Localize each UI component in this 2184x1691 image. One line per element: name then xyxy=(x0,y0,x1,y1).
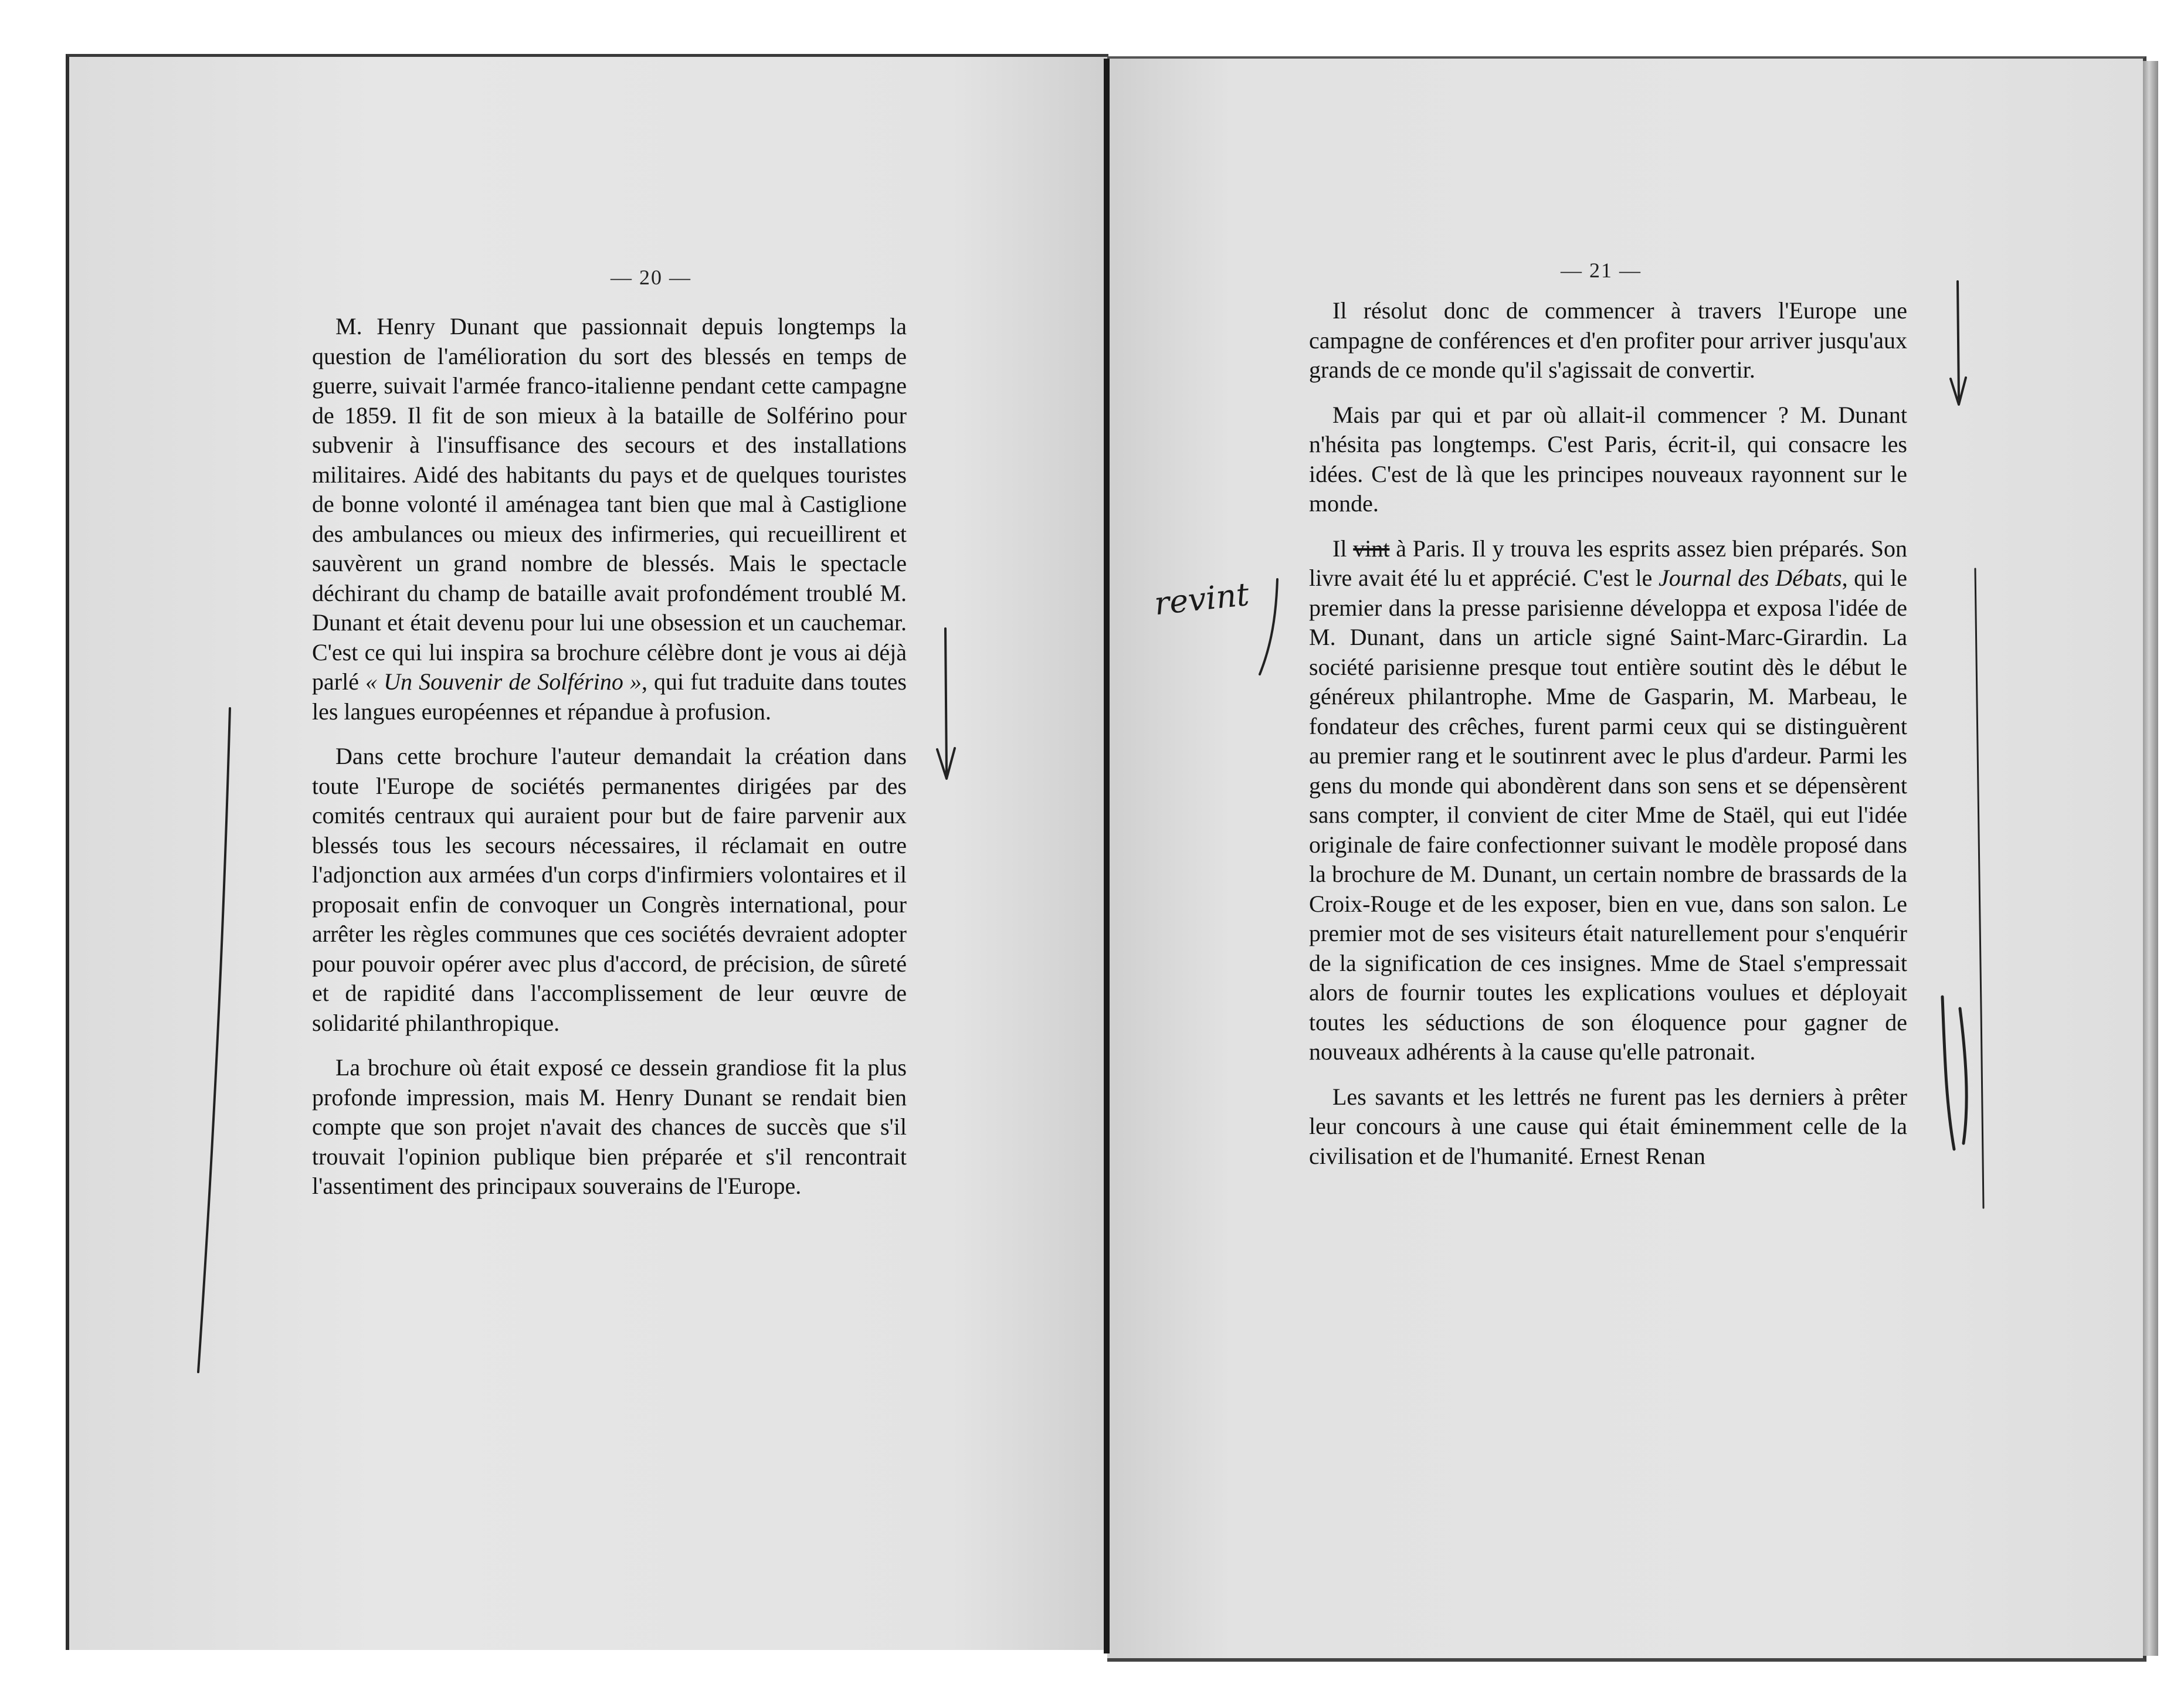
paragraph-text: à Paris. Il y trouva les esprits assez bien préparés. Son livre avait été lu et apprécié. C'est le xyxy=(1309,535,1908,591)
paragraph-text: , qui fut traduite dans toutes les langues européennes et répandue à profusion. xyxy=(312,668,907,725)
right-page-body xyxy=(1309,296,1907,1186)
struck-word: vint xyxy=(1353,535,1390,562)
paragraph: La brochure où était exposé ce dessein grandiose fit la plus profonde impression, mais M. Henry Dunant se rendait bien compte que son projet n'avait des chances de succès que s'il trouvait l'opinion publique bien préparée et s'il rencontrait l'assentiment des principaux souverains de l'Europe. xyxy=(312,1054,907,1199)
paragraph: Dans cette brochure l'auteur demandait la création dans toute l'Europe de sociétés permanentes dirigées par des comités centraux qui auraient pour but de faire parvenir aux blessés tous les secours nécessaires, il réclamait en outre l'adjonction aux armées d'un corps d'infirmiers volontaires et il proposait enfin de convoquer un Congrès international, pour arrêter les règles communes que ces sociétés devraient adopter pour pouvoir opérer avec plus d'accord, de précision, de sûreté et de rapidité dans l'accomplissement de leur œuvre de solidarité philanthropique. xyxy=(312,743,907,1036)
journal-title: Journal des Débats xyxy=(1659,565,1842,591)
handwritten-margin-note: revint xyxy=(1152,575,1251,623)
paragraph-text: M. Henry Dunant que passionnait depuis longtemps la question de l'amélioration du sort des blessés en temps de guerre, suivait l'armée franco-italienne pendant cette campagne de 1859. Il fit de son mieux à la bataille de Solférino pour subvenir à l'insuffisance des secours et des installations militaires. Aidé des habitants du pays et de quelques touristes de bonne volonté il aménagea tant bien que mal à Castiglione des ambulances ou mieux des infirmeries, qui recueillirent et sauvèrent un grand nombre de blessés. Mais le spectacle déchirant du champ de bataille avait profondément troublé M. Dunant et était devenu pour lui une obsession et un cauchemar. C'est ce qui lui inspira sa brochure célèbre dont je vous ai déjà parlé xyxy=(312,313,907,695)
left-page-body xyxy=(312,312,907,1217)
paragraph: Mais par qui et par où allait-il commencer ? M. Dunant n'hésita pas longtemps. C'est Paris, écrit-il, qui consacre les idées. C'est de là que les principes nouveaux rayonnent sur le monde. xyxy=(1309,401,1907,517)
paragraph: Les savants et les lettrés ne furent pas les derniers à prêter leur concours à une cause qui était éminemment celle de la civilisation et de l'humanité. Ernest Renan xyxy=(1309,1083,1907,1169)
paragraph xyxy=(312,312,907,726)
paragraph xyxy=(1309,534,1907,1067)
page-number-right: — 21 — xyxy=(1561,259,1642,282)
page-number-left: — 20 — xyxy=(611,266,691,289)
paragraph-text: Il xyxy=(1332,535,1347,562)
paragraph-text: , qui le premier dans la presse parisienne développa et exposa l'idée de M. Dunant, dans un article signé Saint-Marc-Girardin. La société parisienne presque tout entière soutint dès le début le généreux philantrophe. Mme de Gasparin, M. Marbeau, le fondateur des crêches, furent parmi ceux qui se distinguèrent au premier rang et le soutinrent avec le plus d'ardeur. Parmi les gens du monde qui abondèrent dans son sens et se dépensèrent sans compter, il convient de citer Mme de Staël, qui eut l'idée originale de faire confectionner suivant le modèle proposé dans la brochure de M. Dunant, un certain nombre de brassards de la Croix-Rouge et de les exposer, bien en vue, dans son salon. Le premier mot de ses visiteurs était naturellement pour s'enquérir de la signification de ces insignes. Mme de Stael s'empressait alors de fournir toutes les explications voulues et déployait toutes les séductions de son éloquence pour gagner de nouveaux adhérents à la cause qu'elle patronait. xyxy=(1309,565,1908,1065)
book-title: « Un Souvenir de Solférino » xyxy=(365,668,642,695)
book-gutter xyxy=(1104,59,1110,1653)
page-edge xyxy=(2143,61,2158,1656)
paragraph: Il résolut donc de commencer à travers l'Europe une campagne de conférences et d'en profiter pour arriver jusqu'aux grands de ce monde qu'il s'agissait de convertir. xyxy=(1309,297,1907,383)
